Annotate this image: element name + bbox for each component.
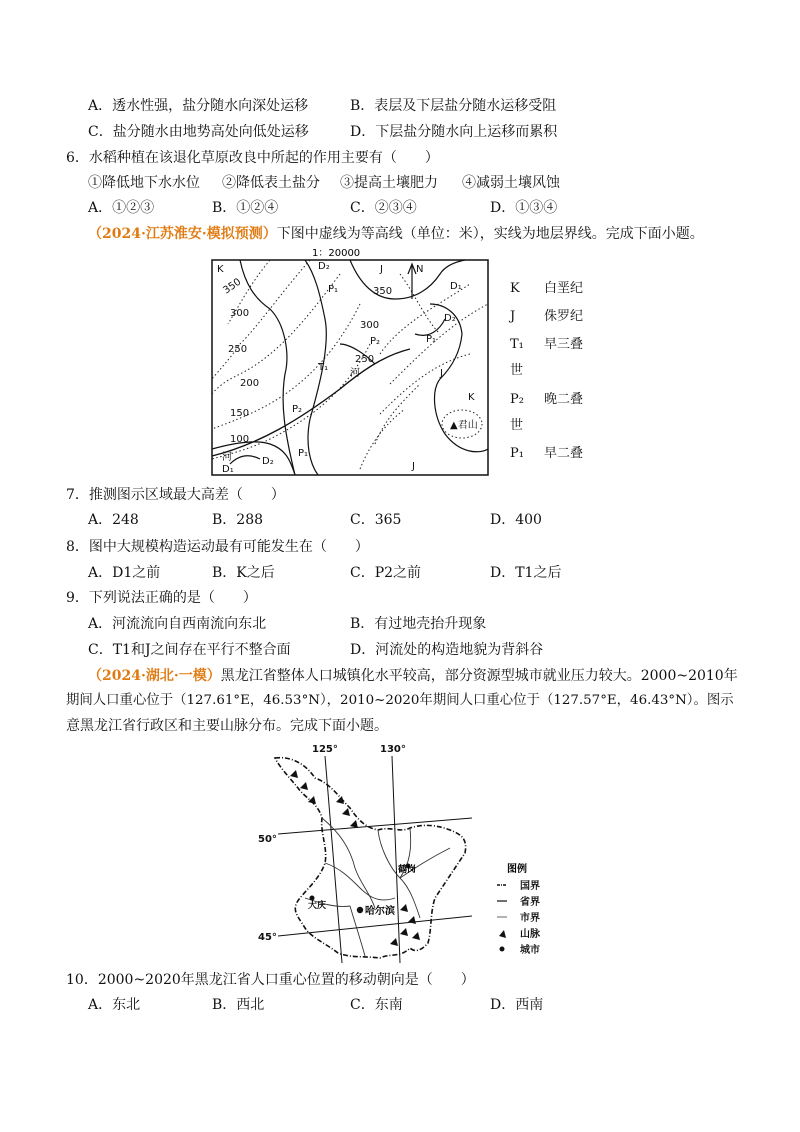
label-P2-low: P₂	[292, 404, 303, 415]
legend-swatch-citydot	[500, 947, 505, 952]
q10-option-d: D．西南	[490, 997, 544, 1013]
q6-item-2: ②降低表土盐分	[222, 175, 320, 191]
geologic-contour-map	[200, 244, 500, 479]
contour-100: 100	[230, 434, 250, 445]
q10-option-a: A．东北	[88, 997, 141, 1013]
map2-legend-city: 城市	[520, 945, 540, 956]
map2-legend-province: 省界	[520, 897, 540, 908]
label-D2-low: D₂	[262, 456, 274, 467]
q6-option-d: D．①③④	[490, 200, 558, 216]
label-P1-low: P₁	[298, 448, 309, 459]
label-K-right: K	[468, 392, 475, 403]
lat-50-label: 50°	[258, 834, 277, 845]
q8-stem: 8．图中大规模构造运动最有可能发生在（ ）	[66, 539, 369, 555]
label-D1-right: D₁	[450, 281, 462, 292]
q10-option-b: B．西北	[212, 997, 265, 1013]
contour-250-left: 250	[228, 344, 248, 355]
legend1-row-t1-cont: 世	[510, 363, 524, 378]
intro1-text: 下图中虚线为等高线（单位：米），实线为地层界线。完成下面小题。	[276, 226, 704, 242]
q5-option-b: B．表层及下层盐分随水运移受阻	[350, 98, 557, 114]
q7-option-b: B．288	[212, 512, 264, 528]
label-P1-right: P₁	[426, 334, 437, 345]
q6-item-4: ④减弱土壤风蚀	[462, 175, 560, 191]
intro2-text1: 黑龙江省整体人口城镇化水平较高，部分资源型城市就业压力较大。2000~2010年	[220, 668, 738, 684]
legend-swatch-mountain	[499, 930, 506, 938]
map2-legend-mountain: 山脉	[520, 929, 540, 940]
label-J-low: J	[412, 461, 415, 472]
city-dot-daqing	[310, 896, 315, 901]
contour-200: 200	[240, 378, 260, 389]
label-P1-top: P₁	[328, 284, 339, 295]
label-hill: ▲君山	[450, 420, 478, 431]
map2-legend-border: 国界	[520, 881, 540, 892]
q6-option-b: B．①②④	[212, 200, 279, 216]
contour-350-left: 350	[221, 276, 244, 297]
city-label-harbin: 哈尔滨	[365, 906, 395, 917]
intro1-source: （2024·江苏淮安·模拟预测）	[88, 226, 277, 242]
label-J-right: J	[440, 368, 443, 379]
q7-option-c: C．365	[350, 512, 402, 528]
contour-lines	[212, 260, 488, 469]
q7-option-a: A．248	[88, 512, 139, 528]
intro1	[88, 224, 704, 244]
map2-legend-title: 图例	[507, 864, 527, 875]
q8-option-d: D．T1之后	[490, 565, 562, 581]
contour-300-mid: 300	[360, 320, 380, 331]
q8-option-a: A．D1之前	[88, 565, 161, 581]
lon-130-label: 130°	[380, 744, 406, 755]
q5-option-a: A．透水性强，盐分随水向深处运移	[88, 98, 309, 114]
legend1-row-p2-cont: 世	[510, 418, 524, 433]
city-label-hegang: 鹤岗	[398, 865, 417, 875]
lon-125-label: 125°	[312, 744, 338, 755]
q5-option-c: C．盐分随水由地势高处向低处运移	[88, 124, 309, 140]
legend1-row-j: J 侏罗纪	[510, 309, 584, 324]
legend1-row-k: K 白垩纪	[510, 281, 584, 296]
intro2-line1	[88, 666, 738, 686]
label-T1: T₁	[318, 362, 329, 373]
label-D2-top: D₂	[318, 261, 330, 272]
label-J-top: J	[380, 264, 383, 275]
map2-legend-cityline: 市界	[520, 913, 540, 924]
q9-stem: 9．下列说法正确的是（ ）	[66, 590, 257, 606]
q7-option-d: D．400	[490, 512, 542, 528]
q9-option-a: A．河流流向自西南流向东北	[88, 616, 267, 632]
label-river: 河	[350, 368, 360, 379]
label-river-low: 河	[222, 452, 232, 463]
intro2-line2: 期间人口重心位于（127.61°E，46.53°N），2010~2020年期间人口重心位于（127.57°E，46.43°N）。图示	[66, 693, 734, 708]
q6-item-3: ③提高土壤肥力	[340, 175, 438, 191]
heilongjiang-map	[250, 738, 560, 968]
label-K: K	[217, 264, 224, 275]
intro2-line3: 意黑龙江省行政区和主要山脉分布。完成下面小题。	[66, 718, 388, 734]
contour-150: 150	[230, 408, 250, 419]
legend1-row-t1: T₁ 早三叠	[510, 337, 584, 352]
intro2-source: （2024·湖北·一模）	[88, 668, 221, 684]
city-boundaries	[305, 818, 450, 956]
q5-option-d: D．下层盐分随水向上运移而累积	[350, 124, 558, 140]
q6-stem: 6．水稻种植在该退化草原改良中所起的作用主要有（ ）	[66, 150, 439, 166]
q9-option-b: B．有过地壳抬升现象	[350, 616, 487, 632]
mountain-symbols	[290, 770, 420, 946]
city-label-daqing: 大庆	[308, 901, 327, 911]
legend1-row-p2: P₂ 晚二叠	[510, 392, 584, 407]
contour-350-right: 350	[373, 286, 393, 297]
lat-45-label: 45°	[258, 932, 277, 943]
q6-option-a: A．①②③	[88, 200, 155, 216]
label-D2-right: D₂	[444, 313, 456, 324]
q7-stem: 7．推测图示区域最大高差（ ）	[66, 487, 285, 503]
legend1-row-p1: P₁ 早二叠	[510, 446, 584, 461]
map1-scale: 1：20000	[312, 248, 361, 259]
label-P2-mid: P₂	[370, 336, 381, 347]
city-dot-harbin	[357, 907, 363, 913]
label-N: N	[416, 264, 424, 275]
q8-option-c: C．P2之前	[350, 565, 422, 581]
q6-item-1: ①降低地下水水位	[88, 175, 200, 191]
label-D1-low: D₁	[222, 464, 234, 475]
contour-300-left: 300	[230, 308, 250, 319]
q10-stem: 10．2000~2020年黑龙江省人口重心位置的移动朝向是（ ）	[66, 972, 475, 988]
q9-option-c: C．T1和J之间存在平行不整合面	[88, 642, 291, 658]
q9-option-d: D．河流处的构造地貌为背斜谷	[350, 642, 544, 658]
q6-option-c: C．②③④	[350, 200, 417, 216]
contour-250-mid: 250	[355, 354, 375, 365]
q8-option-b: B．K之后	[212, 565, 275, 581]
q10-option-c: C．东南	[350, 997, 403, 1013]
